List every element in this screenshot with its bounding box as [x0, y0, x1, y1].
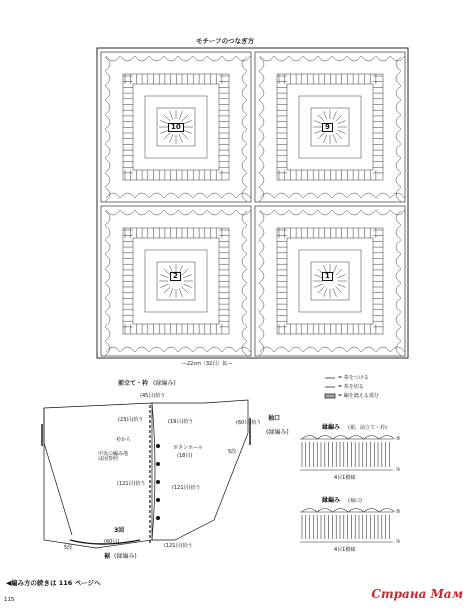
legend-attach: = 糸をつける: [338, 375, 369, 381]
sleeve-count: (60目)拾う: [236, 420, 262, 426]
section-sub: (縁編み): [153, 380, 176, 387]
motif-label-10: 10: [168, 123, 184, 132]
edging1-row-bottom: ①: [396, 467, 401, 473]
motif-label-1: 1: [322, 272, 333, 281]
left-rows: 5段: [64, 545, 73, 551]
hem-count2: (121目)拾う: [164, 543, 193, 549]
edging2-sub: (袖口): [348, 498, 362, 504]
page-number: 115: [4, 597, 15, 603]
diagram-heading: モチーフのつなぎ方: [196, 37, 255, 45]
sleeve-sub: (縁編み): [266, 429, 289, 436]
sleeve-rows: 5段: [228, 449, 237, 455]
edging1-row-top: ⑤: [396, 436, 401, 442]
edging2-row-top: ⑤: [396, 509, 401, 515]
button-note: ボタンホール: [173, 445, 203, 451]
edging2-repeat: 4目1模様: [334, 547, 356, 553]
motif-width-note: —22cm（32目）拡—: [182, 361, 233, 367]
footer-note: ◀編み方の続きは 116 ページへ: [6, 579, 101, 587]
top-count: (45目)拾う: [140, 393, 166, 399]
hem-sub: (縁編み): [114, 553, 137, 560]
section-title: 前立て・衿: [118, 380, 149, 387]
edging2-row-bottom: ①: [396, 539, 401, 545]
edging2-title: 縁編み: [322, 497, 341, 504]
hem-count: (60目): [104, 539, 120, 545]
button-count: (18目): [177, 453, 193, 459]
motif-label-2: 2: [170, 272, 181, 281]
edging1-title: 縁編み: [322, 424, 341, 431]
edging1-repeat: 4目1模様: [334, 475, 356, 481]
neck-note: 衿から: [116, 437, 132, 443]
sleeve-label: 袖口: [268, 415, 281, 422]
garment-schematic: [42, 400, 250, 548]
size-label: 3回: [114, 527, 125, 534]
legend-cut: = 糸を切る: [338, 384, 364, 390]
edging1-sub: (裾、前立て・衿): [348, 425, 387, 431]
right-count: (19目)拾う: [168, 419, 194, 425]
hem-label: 裾: [104, 553, 111, 560]
right-count2: (121目)拾う: [172, 485, 201, 491]
left-count: (23目)拾う: [118, 417, 144, 423]
legend-sew: = 編を縫える部分: [338, 393, 379, 399]
center-note: 中央の編み地は図参照: [98, 451, 129, 462]
watermark-text: Страна Мам: [371, 587, 463, 601]
left-count2: (121目)拾う: [117, 481, 146, 487]
motif-label-9: 9: [322, 123, 333, 132]
